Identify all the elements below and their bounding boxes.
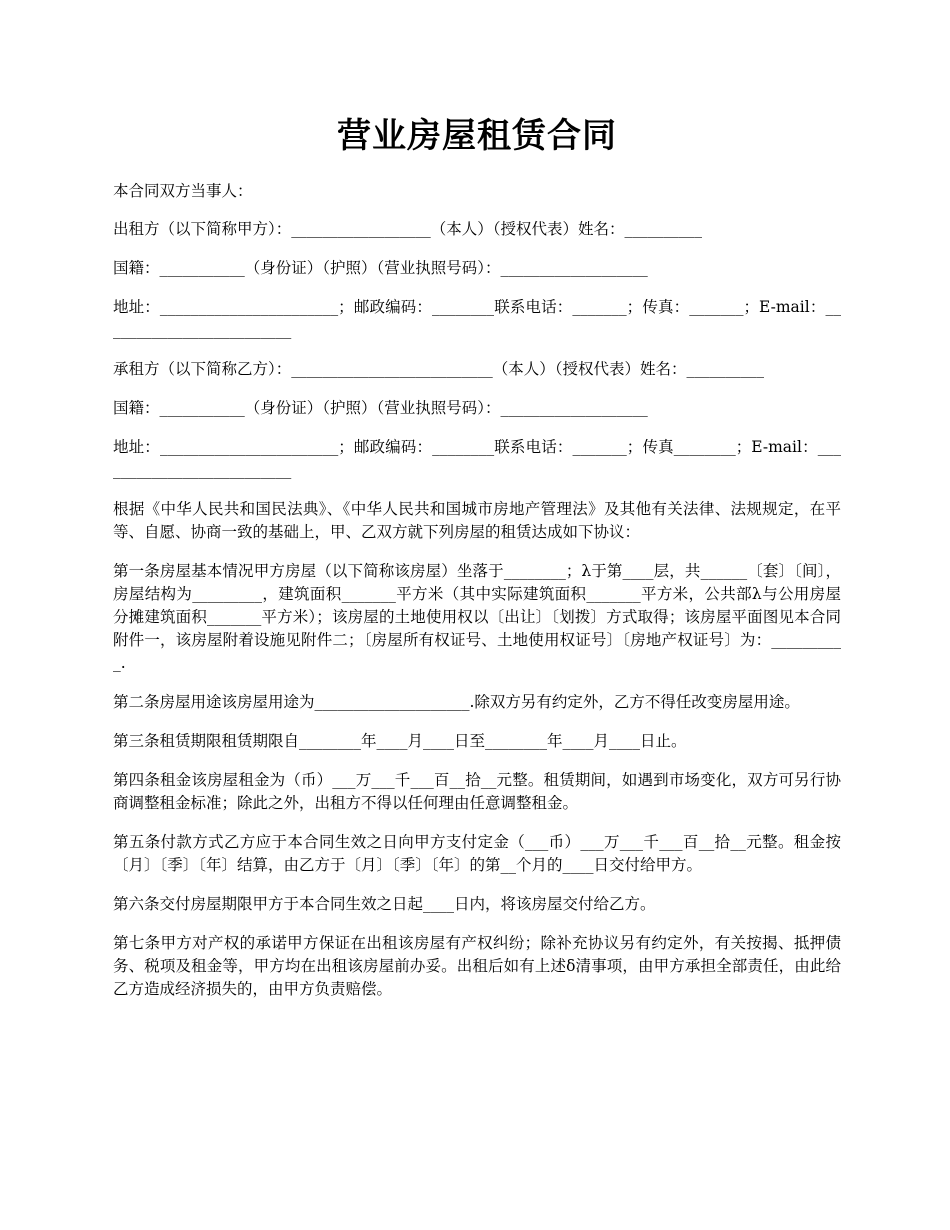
document-title: 营业房屋租赁合同	[337, 116, 617, 156]
article-7-title-warranty: 第七条甲方对产权的承诺甲方保证在出租该房屋有产权纠纷；除补充协议另有约定外，有关按揭、抵押债务、税项及租金等，甲方均在出租该房屋前办妥。出租后如有上述δ清事项，由甲方承担全部责任，由此给乙方造成经济损失的，由甲方负责赔偿。	[113, 934, 841, 998]
parties-intro: 本合同双方当事人：	[113, 182, 253, 200]
lessee-address-line: 地址：_______________________；邮政编码：________联系电话：_______；传真________；E-mail：__________________________	[113, 438, 841, 479]
lessor-name-line: 出租方（以下简称甲方）：__________________（本人）（授权代表）姓名：__________	[113, 220, 703, 238]
article-1-property-info: 第一条房屋基本情况甲方房屋（以下简称该房屋）坐落于________；λ于第____层，共______〔套〕〔间〕，房屋结构为_________，建筑面积_______平方米（其中实际建筑面积_______平方米，公共部λ与公用房屋分摊建筑面积_______平方米）；该房屋的土地使用权以〔出让〕〔划拨〕方式取得；该房屋平面图见本合同附件一，该房屋附着设施见附件二；〔房屋所有权证号、土地使用权证号〕〔房地产权证号〕为：__________.	[113, 562, 841, 672]
lessee-nationality-line: 国籍：___________（身份证）（护照）（营业执照号码）：___________________	[113, 399, 648, 417]
article-3-lease-term: 第三条租赁期限租赁期限自________年____月____日至________年____月____日止。	[113, 732, 687, 750]
article-2-property-use: 第二条房屋用途该房屋用途为____________________.除双方另有约定外，乙方不得任改变房屋用途。	[113, 693, 800, 711]
lessee-name-line: 承租方（以下简称乙方）：__________________________（本人）（授权代表）姓名：__________	[113, 360, 765, 378]
lessor-address-line: 地址：_______________________；邮政编码：________联系电话：_______；传真：_______；E-mail：_________________________	[113, 298, 841, 339]
lessor-nationality-line: 国籍：___________（身份证）（护照）（营业执照号码）：___________________	[113, 259, 648, 277]
article-5-payment: 第五条付款方式乙方应于本合同生效之日向甲方支付定金（___币）___万___千___百__拾__元整。租金按〔月〕〔季〕〔年〕结算，由乙方于〔月〕〔季〕〔年〕的第__个月的____日交付给甲方。	[113, 833, 841, 874]
contract-page	[113, 112, 841, 1017]
article-4-rent: 第四条租金该房屋租金为（币）___万___千___百__拾__元整。租赁期间，如遇到市场变化，双方可另行协商调整租金标准；除此之外，出租方不得以任何理由任意调整租金。	[113, 771, 841, 812]
legal-basis-paragraph: 根据《中华人民共和国民法典》、《中华人民共和国城市房地产管理法》及其他有关法律、法规规定，在平等、自愿、协商一致的基础上，甲、乙双方就下列房屋的租赁达成如下协议：	[113, 500, 841, 541]
article-6-delivery: 第六条交付房屋期限甲方于本合同生效之日起____日内，将该房屋交付给乙方。	[113, 895, 656, 913]
